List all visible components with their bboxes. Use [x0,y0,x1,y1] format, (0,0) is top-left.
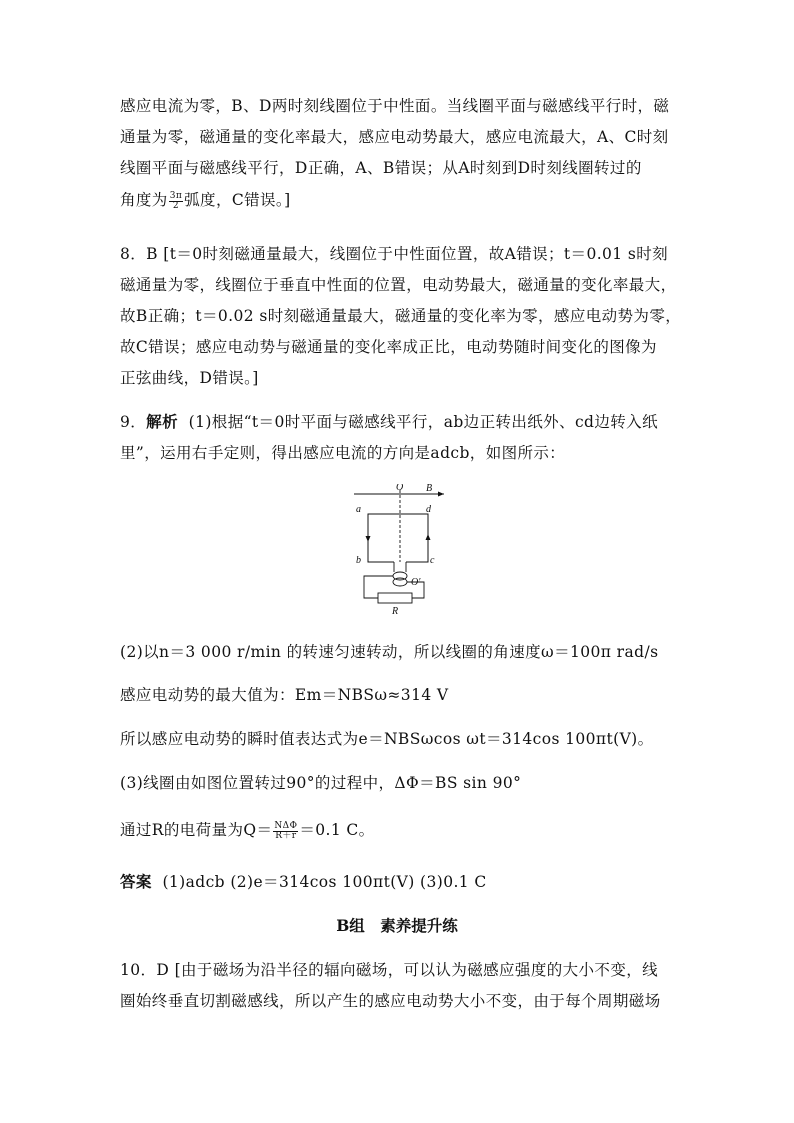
answer-text: (1)adcb (2)e＝314cos 100πt(V) (3)0.1 C [162,873,487,891]
p1-line4 [120,190,291,211]
label-B: B [426,484,433,494]
p1-line2: 通量为零，磁通量的变化率最大，感应电动势最大，感应电流最大，A、C时刻 [120,128,669,146]
q9-step6-pre: 通过R的电荷量为Q＝ [120,821,273,839]
charge-fraction-den: R＋r [275,830,297,841]
q8-line3: 故B正确；t＝0.02 s时刻磁通量最大，磁通量的变化率为零，感应电动势为零， [120,307,682,325]
q9-analysis-heading: 解析 [146,412,178,431]
q9-step6-post: ＝0.1 C。 [299,821,375,839]
label-c: c [430,555,435,566]
q10-line2: 圈始终垂直切割磁感线，所以产生的感应电动势大小不变，由于每个周期磁场 [120,992,661,1010]
q9-step3: 感应电动势的最大值为：Em＝NBSω≈314 V [120,686,449,704]
q9-line1 [120,412,658,432]
coil-circuit-figure [340,484,450,616]
q9-step5: (3)线圈由如图位置转过90°的过程中，ΔΦ＝BS sin 90° [120,774,522,792]
q9-step4: 所以感应电动势的瞬时值表达式为e＝NBSωcos ωt＝314cos 100πt(V)。 [120,730,654,748]
q9-number: 9． [120,413,147,431]
label-d: d [426,504,431,515]
resistor-icon [378,593,412,603]
label-a: a [356,504,361,515]
label-R: R [392,606,399,616]
q8-line2: 磁通量为零，线圈位于垂直中性面的位置，电动势最大，磁通量的变化率最大， [120,276,677,294]
p1-line1: 感应电流为零，B、D两时刻线圈位于中性面。当线圈平面与磁感线平行时，磁 [120,97,670,115]
q9-answer [120,872,487,892]
angle-fraction-num: 3π [169,190,183,201]
label-b: b [356,555,361,566]
angle-fraction-den: 2 [172,200,179,211]
section-heading-b: B组 素养提升练 [336,916,458,935]
q9-text1: (1)根据“t＝0时平面与磁感线平行，ab边正转出纸外、cd边转入纸 [188,413,658,431]
label-O: O [396,484,404,493]
q8-line1: 8．B [t＝0时刻磁通量最大，线圈位于中性面位置，故A错误；t＝0.01 s时刻 [120,245,669,263]
q10-line1: 10．D [由于磁场为沿半径的辐向磁场，可以认为磁感应强度的大小不变，线 [120,961,659,979]
p1-line3: 线圈平面与磁感线平行，D正确，A、B错误；从A时刻到D时刻线圈转过的 [120,159,642,177]
p1-line4-post: 弧度，C错误。] [184,191,291,209]
q9-step2: (2)以n＝3 000 r/min 的转速匀速转动，所以线圈的角速度ω＝100π rad/s [120,643,659,661]
q8-line4: 故C错误；感应电动势与磁通量的变化率成正比，电动势随时间变化的图像为 [120,338,657,356]
q9-line2: 里”，运用右手定则，得出感应电流的方向是adcb，如图所示： [120,444,566,462]
charge-fraction [273,822,298,841]
answer-heading: 答案 [120,872,152,891]
label-O-prime: O′ [411,577,421,588]
q8-line5: 正弦曲线，D错误。] [120,369,259,387]
charge-fraction-num: NΔΦ [274,820,298,831]
q9-step6 [120,820,375,841]
p1-line4-pre: 角度为 [120,191,168,209]
angle-fraction [169,192,183,211]
